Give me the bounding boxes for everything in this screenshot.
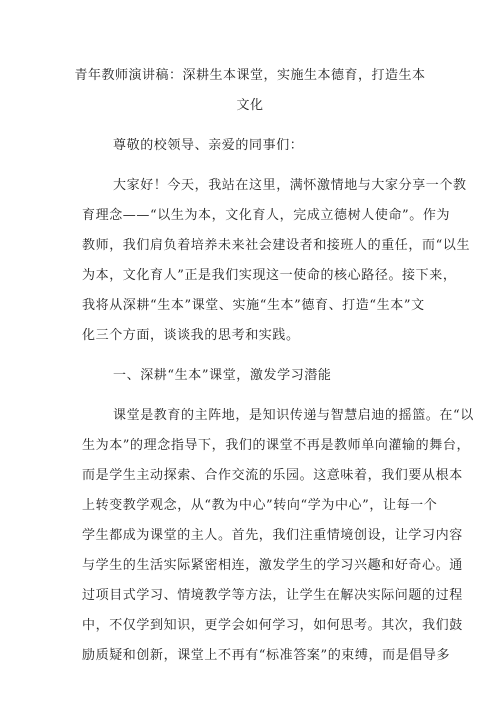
section-line: 而是学生主动探索、合作交流的乐园。这意味着，我们要从根本: [82, 468, 463, 483]
salutation: 尊敬的校领导、亲爱的同事们：: [113, 138, 304, 153]
intro-line: 我将从深耕“生本”课堂、实施“生本”德育、打造“生本”文: [82, 298, 425, 313]
intro-line: 教师，我们肩负着培养未来社会建设者和接班人的重任，而“以生: [82, 238, 471, 253]
intro-line: 育理念——“以生为本，文化育人，完成立德树人使命”。作为: [82, 208, 451, 223]
section-line: 生为本”的理念指导下，我们的课堂不再是教师单向灌输的舞台，: [82, 438, 471, 453]
intro-line: 大家好！今天，我站在这里，满怀激情地与大家分享一个教: [113, 178, 467, 193]
section-line: 上转变教学观念，从“教为中心”转向“学为中心”，让每一个: [82, 498, 438, 513]
document-title-line-2: 文化: [236, 98, 264, 113]
section-line: 中，不仅学到知识，更学会如何学习，如何思考。其次，我们鼓: [82, 618, 463, 633]
section-line: 课堂是教育的主阵地，是知识传递与智慧启迪的摇篮。在“以: [113, 408, 474, 423]
section-heading: 一、深耕“生本”课堂，激发学习潜能: [113, 368, 332, 383]
section-line: 励质疑和创新，课堂上不再有“标准答案”的束缚，而是倡导多: [82, 648, 451, 663]
section-line: 与学生的生活实际紧密相连，激发学生的学习兴趣和好奇心。通: [82, 558, 463, 573]
document-title-line-1: 青年教师演讲稿：深耕生本课堂，实施生本德育，打造生本: [74, 68, 426, 83]
intro-line: 为本，文化育人”正是我们实现这一使命的核心路径。接下来，: [82, 268, 457, 283]
intro-line: 化三个方面，谈谈我的思考和实践。: [82, 328, 300, 343]
section-line: 学生都成为课堂的主人。首先，我们注重情境创设，让学习内容: [82, 528, 463, 543]
section-line: 过项目式学习、情境教学等方法，让学生在解决实际问题的过程: [82, 588, 463, 603]
